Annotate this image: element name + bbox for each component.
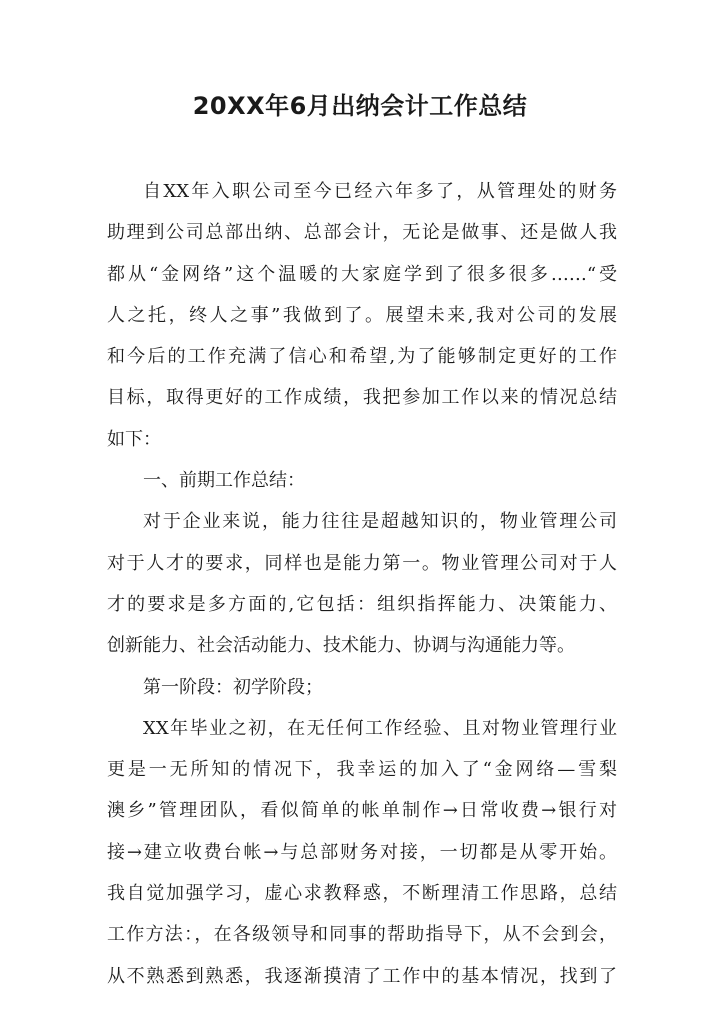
paragraph-line: 澳乡”管理团队，看似简单的帐单制作→日常收费→银行对 — [107, 800, 617, 822]
paragraph-line: XX年毕业之初，在无任何工作经验、且对物业管理行业 — [143, 717, 617, 739]
paragraph-line: 从不熟悉到熟悉，我逐渐摸清了工作中的基本情况，找到了 — [107, 965, 617, 987]
paragraph-line: 和今后的工作充满了信心和希望,为了能够制定更好的工作 — [107, 346, 617, 368]
paragraph-line: 对于人才的要求，同样也是能力第一。物业管理公司对于人 — [107, 552, 617, 574]
paragraph-line: 对于企业来说，能力往往是超越知识的，物业管理公司 — [143, 511, 617, 533]
paragraph-line: 人之托，终人之事”我做到了。展望未来,我对公司的发展 — [107, 304, 617, 326]
paragraph-line: 工作方法：，在各级领导和同事的帮助指导下，从不会到会， — [107, 924, 617, 946]
paragraph-line: 目标，取得更好的工作成绩，我把参加工作以来的情况总结 — [107, 387, 617, 409]
paragraph-line: 如下： — [107, 428, 161, 450]
section-heading: 一、前期工作总结： — [143, 470, 305, 492]
document-title: 20XX年6月出纳会计工作总结 — [192, 92, 528, 120]
paragraph-line: 我自觉加强学习，虚心求教释惑，不断理清工作思路，总结 — [107, 883, 617, 905]
document-body — [107, 171, 617, 997]
paragraph-line: 自XX年入职公司至今已经六年多了，从管理处的财务 — [143, 181, 617, 202]
paragraph-line: 才的要求是多方面的,它包括：组织指挥能力、决策能力、 — [107, 593, 617, 615]
stage-heading: 第一阶段：初学阶段； — [143, 676, 323, 698]
paragraph-line: 助理到公司总部出纳、总部会计，无论是做事、还是做人我 — [107, 222, 617, 244]
paragraph-line: 接→建立收费台帐→与总部财务对接，一切都是从零开始。 — [107, 841, 617, 863]
paragraph-line: 更是一无所知的情况下，我幸运的加入了“金网络—雪梨 — [107, 759, 617, 781]
paragraph-line: 创新能力、社会活动能力、技术能力、协调与沟通能力等。 — [107, 635, 575, 657]
paragraph-line: 都从“金网络”这个温暖的大家庭学到了很多很多……“受 — [107, 263, 617, 285]
